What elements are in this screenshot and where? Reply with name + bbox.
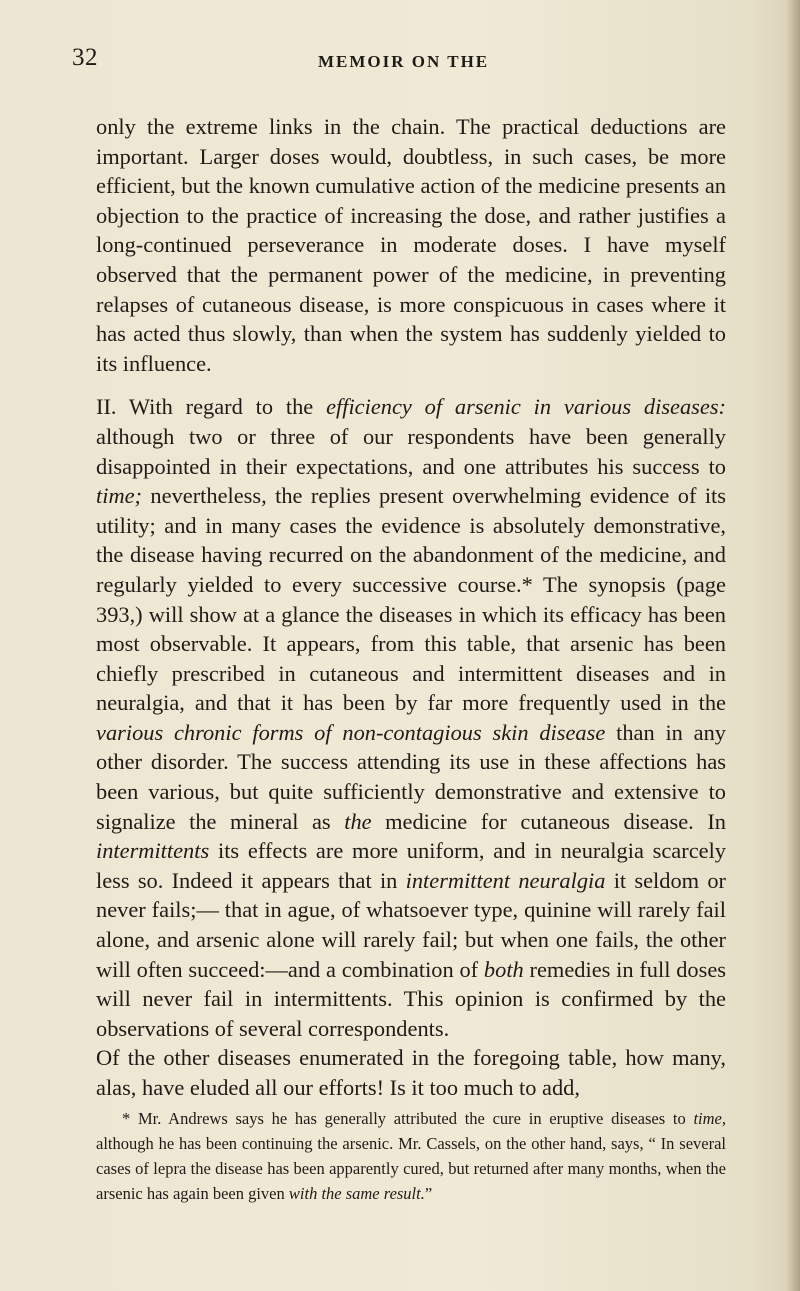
italic-run: efficiency of arsenic in various diseases: xyxy=(326,394,726,420)
page-header xyxy=(0,44,800,84)
paragraph-1: only the extreme links in the chain. The practical deductions are important. Larger doses would, doubtless, in such cases, be more efficient, but the known cumulative action of the medicine presents an objection to the practice of increasing the dose, and rather justifies a long-continued perseverance in moderate doses. I have myself observed that the permanent power of the medicine, in preventing relapses of cutaneous disease, is more conspicuous in cases where it has acted thus slowly, than when the system has suddenly yielded to its influence. xyxy=(96,114,726,376)
text-run: it seldom or never fails;— that in ague, of whatsoever type, quinine will rarely fail alone, and arsenic alone will rarely fail; but when one fails, the other will often succeed:—and a combination of xyxy=(96,867,726,982)
italic-run: intermittent neuralgia xyxy=(405,867,606,893)
italic-run: time; xyxy=(96,483,143,509)
text-run: nevertheless, the replies present overwhelming evidence of its utility; and in many cases the evidence is absolutely demonstrative, the disease having recurred on the abandonment of the medicine, and regularly yielded to every successive course.* The synopsis (page 393,) will show at a glance the diseases in which its efficacy has been most observable. It appears, from this table, that arsenic has been chiefly prescribed in cutaneous and intermittent diseases and in neuralgia, and that it has been by far more frequently used in the xyxy=(96,483,726,716)
italic-run: the xyxy=(344,808,372,834)
text-run: although he has been continuing the arsenic. Mr. Cassels, on the other hand, says, “ In several cases of lepra the disease has been apparently cured, but returned after many months, when the arsenic has again been given xyxy=(96,1134,726,1203)
italic-run: various chronic forms of non-contagious skin disease xyxy=(96,719,606,745)
text-run: II. With regard to the xyxy=(96,394,327,420)
italic-run: with the same result. xyxy=(288,1184,425,1203)
page-number: 32 xyxy=(72,44,98,71)
text-run: its effects are more uniform, and in neuralgia scarcely less so. Indeed it appears that in xyxy=(96,838,726,893)
running-head: MEMOIR ON THE xyxy=(318,52,490,71)
text-run: remedies in full doses will never fail in intermittents. This opinion is confirmed by the observations of several correspondents. xyxy=(96,956,726,1041)
text-run: although two or three of our respondents have been generally disappointed in their expectations, and one attributes his success to xyxy=(96,423,726,479)
italic-run: time, xyxy=(693,1109,726,1128)
text-run: * Mr. Andrews says he has generally attributed the cure in eruptive diseases to xyxy=(122,1109,694,1128)
italic-run: intermittents xyxy=(96,838,210,864)
footnote xyxy=(96,1106,726,1206)
italic-run: both xyxy=(483,956,524,982)
paragraph-3: Of the other diseases enumerated in the foregoing table, how many, alas, have eluded all our efforts! Is it too much to add, xyxy=(96,1045,726,1100)
paragraph-2 xyxy=(96,392,726,1043)
text-run: than in any other disorder. The success attending its use in these affections has been various, but quite sufficiently demonstrative and extensive to signalize the mineral as xyxy=(96,719,727,834)
text-run: ” xyxy=(424,1184,433,1203)
page-edge-shadow xyxy=(786,0,800,1291)
text-run: medicine for cutaneous disease. In xyxy=(371,808,726,834)
body-text xyxy=(96,112,726,1103)
